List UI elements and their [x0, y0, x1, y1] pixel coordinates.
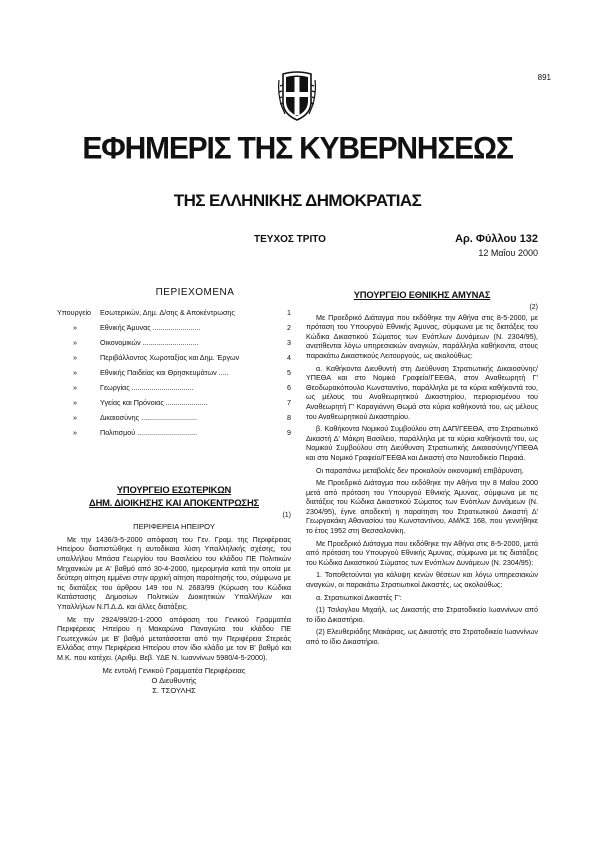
- ministry-heading: [57, 483, 291, 509]
- contents-page: 8: [287, 412, 291, 422]
- ministry-heading: ΥΠΟΥΡΓΕΙΟ ΕΘΝΙΚΗΣ ΑΜΥΝΑΣ: [353, 289, 491, 300]
- paragraph: Με Προεδρικό Διάταγμα που εκδόθηκε την Αθήνα την 8 Μαΐου 2000 μετά από πρόταση του Υπουργού Εθνικής Άμυνας, σύμφωνα με τις διατάξεις του Κώδικα Δικαστικού Σώματος των Ενόπλων Δυνάμεων (Ν. 2304/95), έγινε αποδεκτή η παραίτηση του Στρατιωτικού Δικαστή Δ' Γεωργακάκη Αθανασίου του Κωνσταντίνου, ΑΜ/ΚΣ 168, που γεννήθηκε το έτος 1952 στη Θεσσαλονίκη.: [306, 478, 538, 536]
- contents-bullet: »: [73, 412, 77, 422]
- contents-list: [57, 308, 291, 443]
- doc-number: (2): [529, 304, 538, 311]
- contents-row: [57, 428, 291, 443]
- contents-entry: Δικαιοσύνης ............................: [100, 412, 197, 422]
- ministry-heading-line: ΔΗΜ. ΔΙΟΙΚΗΣΗΣ ΚΑΙ ΑΠΟΚΕΝΤΡΩΣΗΣ: [89, 496, 259, 508]
- contents-ministry: Υπουργείο: [57, 307, 92, 317]
- region-heading: ΠΕΡΙΦΕΡΕΙΑ ΗΠΕΙΡΟΥ: [133, 522, 215, 532]
- greek-coat-of-arms-icon: [277, 70, 317, 122]
- contents-entry: Υγείας και Πρόνοιας .....................: [100, 397, 208, 407]
- contents-bullet: »: [73, 337, 77, 347]
- contents-row: [57, 323, 291, 338]
- contents-page: 9: [287, 427, 291, 437]
- contents-entry: Εθνικής Παιδείας και Θρησκευμάτων .....: [100, 367, 229, 377]
- contents-page: 4: [287, 352, 291, 362]
- contents-entry: Εθνικής Άμυνας ........................: [100, 322, 201, 332]
- paragraph: (1) Τσιλογλου Μιχαήλ, ως Δικαστής στο Στρατοδικείο Ιωαννίνων από το ίδιο Δικαστήριο.: [306, 605, 538, 624]
- contents-bullet: »: [73, 382, 77, 392]
- contents-row: [57, 383, 291, 398]
- paragraph: 1. Τοποθετούνται για κάλυψη κενών θέσεων και λόγω υπηρεσιακών αναγκών, οι παρακάτω Στρατιωτικοί Δικαστές, ως ακολούθως:: [306, 570, 538, 590]
- paragraph: Οι παραπάνω μεταβολές δεν προκαλούν οικονομική επιβάρυνση.: [316, 465, 524, 475]
- newspaper-subtitle: ΤΗΣ ΕΛΛΗΝΙΚΗΣ ΔΗΜΟΚΡΑΤΙΑΣ: [173, 191, 422, 210]
- contents-bullet: »: [73, 397, 77, 407]
- signature-block: [57, 666, 291, 696]
- paragraph: (2) Ελευθεριάδης Μακάριος, ως Δικαστής στο Στρατοδικείο Ιωαννίνων από το ίδιο Δικαστήριο.: [306, 627, 538, 646]
- contents-bullet: »: [73, 367, 77, 377]
- contents-row: [57, 338, 291, 353]
- contents-title: ΠΕΡΙΕΧΟΜΕΝΑ: [155, 287, 235, 298]
- contents-row: [57, 398, 291, 413]
- contents-bullet: »: [73, 427, 77, 437]
- contents-bullet: »: [73, 322, 77, 332]
- paragraph: Με την 2924/99/20-1-2000 απόφαση του Γενικού Γραμματέα Περιφέρειας Ηπείρου η Μακαρώνα Παναγιώτα του κλάδου ΠΕ Γεωτεχνικών με Β' βαθμό μετατάσσεται από την Περιφέρεια Στερεάς Ελλάδας στην Περιφέρεια Ηπείρου στον ίδιο κλάδο με τον Β' βαθμό και Μ.Κ. που κατέχει. (Αριθμ. Βεβ. ΥΔΕ Ν. Ιωαννίνων 5980/4-5-2000).: [57, 614, 291, 662]
- paragraph: Με Προεδρικό Διάταγμα που εκδόθηκε την Αθήνα στις 8-5-2000, μετά από πρόταση του Υπουργού Εθνικής Άμυνας, σύμφωνα με τις διατάξεις του Κώδικα Δικαστικού Σώματος των Ενόπλων Δυνάμεων (Ν. 2304/95):: [306, 538, 538, 567]
- contents-entry: Οικονομικών ............................: [100, 337, 199, 347]
- paragraph: α. Καθήκοντα Διευθυντή στη Διεύθυνση Στρατιωτικής Δικαιοσύνης/ΥΠΕΘΑ και στο Νομικό Γραφείο/ΓΕΕΘΑ, στον Αναθεωρητή Γ' Θεοδωρακόπουλο Κωνσταντίνο, παράλληλα με τα κύρια καθήκοντά του, ως μέλους του Αναθεωρητικού Δικαστηρίου, περιορισμένου του Αναθεωρητή Γ' Καραγιάννη Θωμά στα κύρια καθήκοντά του, ως μέλους του Αναθεωρητικού Δικαστηρίου.: [306, 363, 538, 421]
- issue-label: ΤΕΥΧΟΣ ΤΡΙΤΟ: [254, 234, 326, 245]
- contents-entry: Γεωργίας ...............................: [100, 382, 194, 392]
- signature-line: Ο Διευθυντής: [151, 675, 197, 685]
- contents-row: [57, 353, 291, 368]
- contents-entry: Εσωτερικών, Δημ. Δ/σης & Αποκέντρωσης: [100, 307, 235, 317]
- newspaper-title: ΕΦΗΜΕΡΙΣ ΤΗΣ ΚΥΒΕΡΝΗΣΕΩΣ: [82, 131, 513, 166]
- contents-row: [57, 413, 291, 428]
- page-number: 891: [537, 73, 551, 82]
- left-column: [57, 288, 291, 696]
- contents-page: 1: [287, 307, 291, 317]
- doc-number: (1): [282, 511, 291, 519]
- contents-page: 2: [287, 322, 291, 332]
- contents-page: 5: [287, 367, 291, 377]
- paragraph: Με Προεδρικό Διάταγμα που εκδόθηκε την Αθήνα στις 8-5-2000, με πρόταση του Υπουργού Εθνικής Άμυνας, σύμφωνα με τις διατάξεις του Κώδικα Δικαστικού Σώματος των Ενόπλων Δυνάμεων (Ν. 2304/95), ανατίθενται λόγω υπηρεσιακών αναγκών, παράλληλα καθήκοντα, στους παρακάτω Δικαστικούς Λειτουργούς, ως ακολούθως:: [306, 312, 538, 360]
- right-column: [306, 288, 538, 650]
- signature-name: Σ. ΤΣΟΥΛΗΣ: [152, 685, 196, 695]
- paragraph: β. Καθήκοντα Νομικού Συμβούλου στη ΔΑΠ/ΓΕΕΘΑ, στο Στρατιωτικό Δικαστή Δ' Μάκρη Βασίλειο, παράλληλα με τα κύρια καθήκοντά του, ως Νομικού Συμβούλου στη Διεύθυνση Στρατιωτικής Δικαιοσύνης/ΥΠΕΘΑ και στο Νομικό Γραφείο/ΓΕΕΘΑ και Δικαστή στο Ναυτοδικείο Πειραιά.: [306, 424, 538, 462]
- ministry-heading-line: ΥΠΟΥΡΓΕΙΟ ΕΣΩΤΕΡΙΚΩΝ: [116, 483, 232, 495]
- signature-line: Με εντολή Γενικού Γραμματέα Περιφέρειας: [102, 665, 246, 675]
- contents-row: [57, 308, 291, 323]
- contents-page: 6: [287, 382, 291, 392]
- sheet-number: Αρ. Φύλλου 132: [455, 233, 538, 245]
- issue-date: 12 Μαΐου 2000: [478, 248, 538, 258]
- contents-page: 7: [287, 397, 291, 407]
- paragraph: Με την 1436/3-5-2000 απόφαση του Γεν. Γραμ. της Περιφέρειας Ηπείρου διαπιστώθηκε η αυτοδίκαια λύση Υπαλληλικής σχέσης, του υπαλλήλου Μπάσα Γεωργίου του Βασιλείου του κλάδου ΠΕ Πολιτικών Μηχανικών με Α' βαθμό από 30-4-2000, ημερομηνία κατά την οποία με δεύτερη αίτηση εμμένει στην αρχική αίτηση παραίτησής του, σύμφωνα με τις διατάξεις του άρθρου 149 του Ν. 2683/99 (Κύρωση του Κώδικα Κατάστασης Δημοσίων Πολιτικών Διοικητικών Υπαλλήλων και Υπαλλήλων Ν.Π.Δ.Δ. και άλλες διατάξεις.: [57, 534, 291, 611]
- contents-bullet: »: [73, 352, 77, 362]
- contents-page: 3: [287, 337, 291, 347]
- contents-entry: Περιβάλλοντος Χωροταξίας και Δημ. Έργων: [100, 352, 240, 362]
- contents-entry: Πολιτισμού ..............................: [100, 427, 198, 437]
- contents-row: [57, 368, 291, 383]
- paragraph: α. Στρατιωτικοί Δικαστές Γ':: [316, 592, 402, 602]
